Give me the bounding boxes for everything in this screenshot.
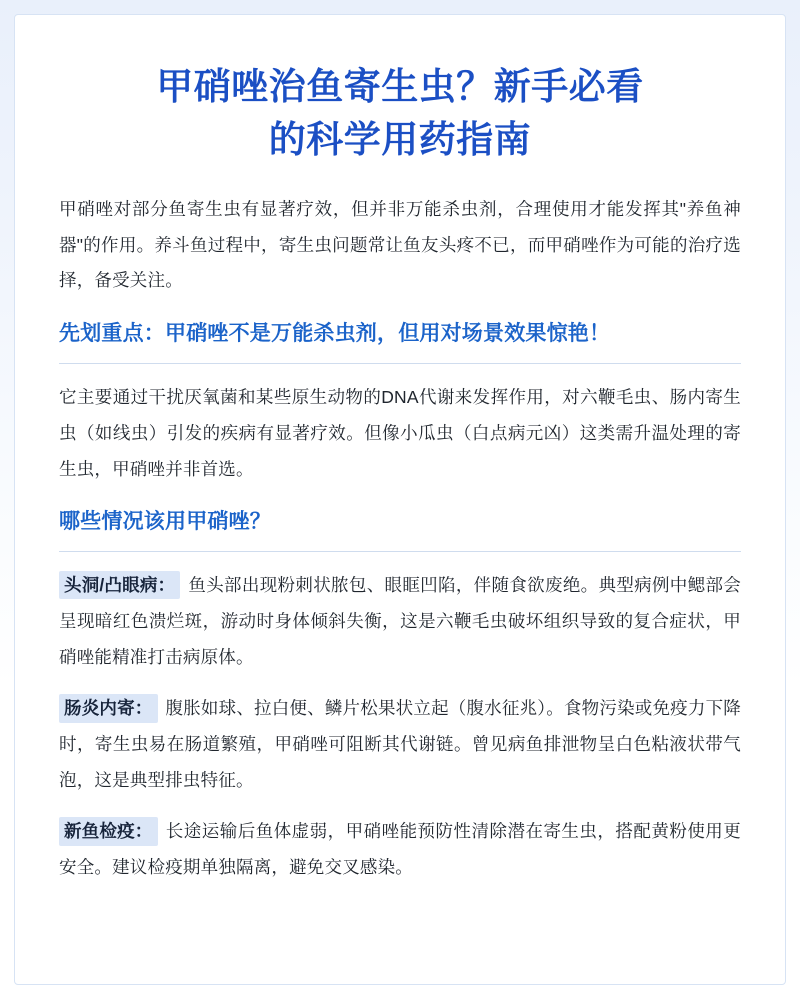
item-text: 腹胀如球、拉白便、鳞片松果状立起（腹水征兆）。食物污染或免疫力下降时，寄生虫易在肠道繁殖，甲硝唑可阻断其代谢链。曾见病鱼排泄物呈白色粘液状带气泡，这是典型排虫特征。 xyxy=(59,698,741,790)
article-card xyxy=(14,14,786,985)
section-heading-when-to-use: 哪些情况该用甲硝唑？ xyxy=(59,510,271,534)
section-divider xyxy=(59,551,741,552)
section-divider xyxy=(59,363,741,364)
list-item xyxy=(59,691,741,798)
item-tag: 头洞/凸眼病： xyxy=(59,571,180,599)
item-tag: 新鱼检疫： xyxy=(59,817,158,845)
page-title xyxy=(59,61,741,166)
list-item xyxy=(59,814,741,885)
intro-paragraph: 甲硝唑对部分鱼寄生虫有显著疗效，但并非万能杀虫剂，合理使用才能发挥其"养鱼神器"的作用。养斗鱼过程中，寄生虫问题常让鱼友头疼不已，而甲硝唑作为可能的治疗选择，备受关注。 xyxy=(59,199,741,291)
item-tag: 肠炎内寄： xyxy=(59,694,158,722)
section-heading-key-point: 先划重点：甲硝唑不是万能杀虫剂，但用对场景效果惊艳！ xyxy=(59,322,611,346)
page-title-line-1: 甲硝唑治鱼寄生虫？新手必看 xyxy=(156,66,644,107)
item-text: 长途运输后鱼体虚弱，甲硝唑能预防性清除潜在寄生虫，搭配黄粉使用更安全。建议检疫期单独隔离，避免交叉感染。 xyxy=(59,821,741,878)
page-title-line-2: 的科学用药指南 xyxy=(268,118,532,160)
item-text: 鱼头部出现粉刺状脓包、眼眶凹陷，伴随食欲废绝。典型病例中鳃部会呈现暗红色溃烂斑，游动时身体倾斜失衡，这是六鞭毛虫破坏组织导致的复合症状，甲硝唑能精准打击病原体。 xyxy=(59,575,741,667)
section-body-key-point: 它主要通过干扰厌氧菌和某些原生动物的DNA代谢来发挥作用，对六鞭毛虫、肠内寄生虫（如线虫）引发的疾病有显著疗效。但像小瓜虫（白点病元凶）这类需升温处理的寄生虫，甲硝唑并非首选。 xyxy=(59,387,741,479)
list-item xyxy=(59,568,741,675)
